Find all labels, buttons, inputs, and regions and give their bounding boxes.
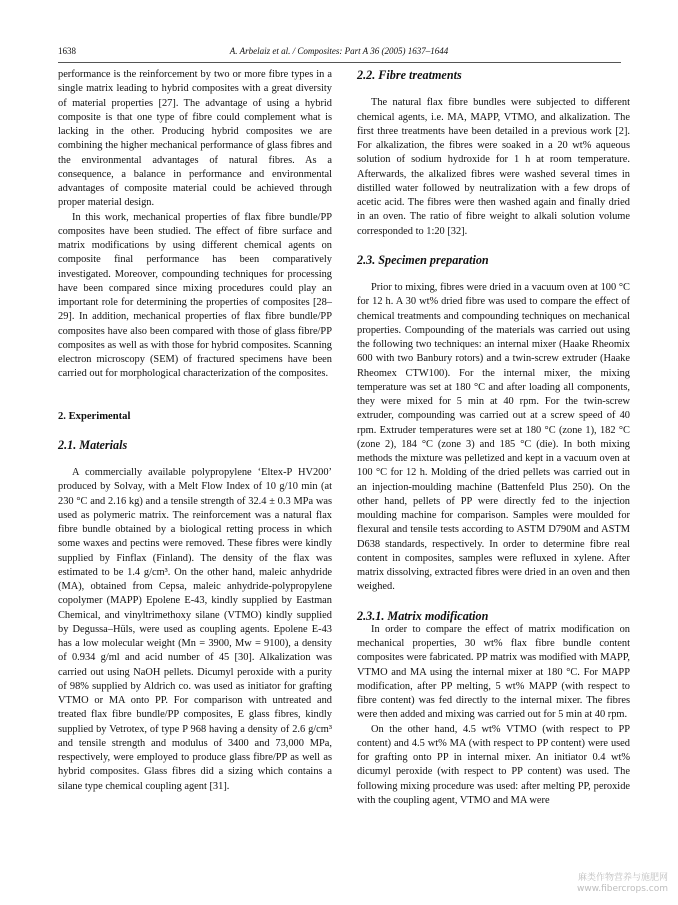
spacer: [58, 382, 332, 410]
paragraph-grafting-procedure: On the other hand, 4.5 wt% VTMO (with respect to PP content) and 4.5 wt% MA (with respect to PP content) were used for grafting onto PP in internal mixer. An initiator 0.4 wt% dicumyl peroxide (with respect to PP content) was used. The following mixing procedure was used: after melting PP, peroxide with the coupling agent, VTMO and MA were: [357, 723, 630, 806]
watermark-url: www.fibercrops.com: [577, 884, 668, 894]
left-column: [58, 68, 332, 794]
spacer: [58, 452, 332, 466]
section-heading-experimental: 2. Experimental: [58, 410, 131, 422]
subsection-heading-matrix-modification: 2.3.1. Matrix modification: [357, 608, 489, 623]
paragraph-matrix-modification: In order to compare the effect of matrix modification on mechanical properties, 30 wt% flax fibre bundle content composites were fabricated. PP matrix was modified with MAPP, VTMO and MA using the internal mixer at 180 °C. For MAPP modification, after PP melting, 5 wt% MAPP (with respect to fibre content) was fed directly to the internal mixer. The fibres were then added and mixing was carried out for 5 min at 40 rpm.: [357, 623, 630, 721]
spacer: [58, 424, 332, 438]
running-title: A. Arbelaiz et al. / Composites: Part A 36 (2005) 1637–1644: [229, 46, 449, 56]
subsection-heading-fibre-treatments: 2.2. Fibre treatments: [357, 68, 462, 82]
paragraph-fibre-treatments: The natural flax fibre bundles were subjected to different chemical agents, i.e. MA, MAPP, VTMO, and alkalization. The first three treatments have been detailed in a previous work [2]. For alkalization, the fibres were soaked in a 20 wt% aqueous solution of sodium hydroxide for 1 h at room temperature. Afterwards, the alkalized fibres were washed several times in distilled water followed by neutralization with a few drops of acetic acid. The fibres were then washed again and finally dried in an oven. The ratio of fibre weight to alkali solution volume corresponded to 1:20 [32].: [357, 97, 630, 237]
spacer: [357, 595, 630, 609]
watermark-text: 麻类作物营养与施肥网: [577, 873, 668, 883]
paragraph-this-work: In this work, mechanical properties of flax fibre bundle/PP composites have been studied. The effect of fibre surface and matrix modifications by using different chemical agents on composite final performance has been comparatively investigated. Moreover, compounding techniques for processing have been compared since mixing procedures could play an important role for determining the properties of composites [28–29]. In addition, mechanical properties of flax fibre bundle/PP composites have also been compared with those of glass fibre/PP composites as well as with those for hybrid composites. Scanning electron microscopy (SEM) of fractured specimens have been carried out for morphological characterization of the composites.: [58, 211, 332, 380]
watermark: [568, 873, 668, 895]
subsection-heading-specimen-preparation: 2.3. Specimen preparation: [357, 252, 489, 267]
page-header: [58, 46, 620, 60]
right-column: [357, 68, 630, 808]
paragraph-materials: A commercially available polypropylene ‘Eltex-P HV200’ produced by Solvay, with a Melt Flow Index of 10 g/10 min (at 230 °C and 2.16 kg) and a tensile strength of 32.4 ± 0.3 MPa was used as polymeric matrix. The reinforcement was a natural flax fibre bundle obtained by a biological retting process in which some waxes and pectins were removed. These fibres were kindly supplied by Finflax (Finland). The density of the flax was estimated to be 1.4 g/cm³. On the other hand, maleic anhydride (MA), obtained from Cepsa, maleic anhydride-polypropylene copolymer (MAPP) Epolene E-43, kindly supplied by Eastman Chemical, and vinyltrimethoxy silane (VTMO) kindly supplied by Degussa–Hüls, were used as coupling agents. Epolene E-43 has a low molecular weight (Mn = 3900, Mw = 9100), a density of 0.934 g/ml and acid number of 45 [30]. Alkalization was carried out using NaOH pellets. Dicumyl peroxide with a purity of 98% supplied by Aldrich co. was used as initiator for grafting VTMO or MA onto PP. For comparison with untreated and treated flax fibre bundle/PP composites, E glass fibres, kindly supplied by Vetrotex, of type P 968 having a density of 2.6 g/cm³ and tensile strength and modulus of 3400 and 73,000 MPa, respectively, were employed to produce glass fibre/PP as well as hybrid composites. Glass fibres did a sizing which contains a silane type chemical coupling agent [31].: [58, 467, 332, 792]
spacer: [357, 267, 630, 281]
page-number: 1638: [58, 46, 76, 56]
spacer: [357, 82, 630, 96]
header-rule: [58, 62, 621, 63]
paragraph-hybrid-intro: performance is the reinforcement by two or more fibre types in a single matrix leading to hybrid composites with a great diversity of material properties [27]. The advantage of using a hybrid composite is that one type of fibre could complement what is lacking in the other. Producing hybrid composites we are combining the higher mechanical performance of glass fibres and the environmental advantages of natural fibres. As a consequence, a balance in performance and environmental advantages of composite material could be achieved through proper material design.: [58, 69, 332, 209]
subsection-heading-materials: 2.1. Materials: [58, 437, 128, 452]
spacer: [357, 239, 630, 253]
paragraph-specimen-preparation: Prior to mixing, fibres were dried in a vacuum oven at 100 °C for 12 h. A 30 wt% dried fibre was used to compare the effect of chemical treatments and compounding techniques on mechanical properties. Compounding of the materials was carried out using the following two techniques: an internal mixer (Haake Rheomix 600 with two Banbury rotors) and a twin-screw extruder (Haake Rheomex CTW100). For the internal mixer, the mixing temperature was set at 180 °C and after loading all components, they were mixed for 5 min at 40 rpm. For the twin-screw extruder, compounding was carried out at a screw speed of 40 rpm. Extruder temperatures were set at 180 °C (zone 1), 182 °C (zone 2), 184 °C (zone 3) and 185 °C (die). In both mixing methods the mixture was pelletized and kept in a vacuum oven at 100 °C for 12 h. Molding of the dried pellets was carried out in an injection-moulding machine (Battenfeld Plus 250). On the other hand, pellets of PP were directly fed to the injection moulding machine for comparison. Samples were moulded for flexural and tensile tests according to ASTM D790M and ASTM D638 standards, respectively. In order to determine fibre real content in composites, samples were refluxed in xylene. After matrix dissolving, extracted fibres were dried in an oven and then weighed.: [357, 282, 630, 593]
